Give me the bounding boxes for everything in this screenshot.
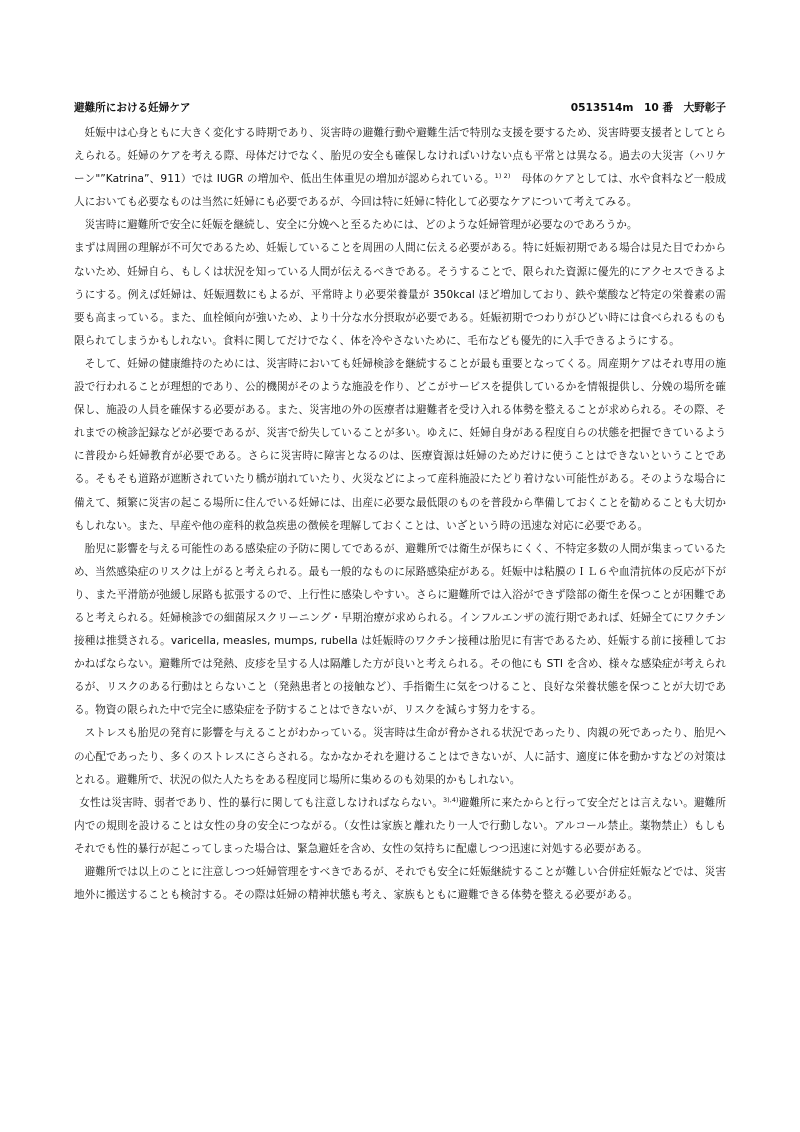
paragraph-intro-text-2: 母体のケアとしては、水や食料など一般成人においても必要なものは当然に妊婦にも必要であるが、今回は特に妊婦に特化して必要なケアについて考えてみる。 xyxy=(74,173,726,209)
paragraph-checkups: そして、妊婦の健康維持のためには、災害時においても妊婦検診を継続することが最も重要となってくる。周産期ケアはそれ専用の施設で行われることが理想的であり、公的機関がそのような施設を作り、どこがサービスを提供しているかを情報提供し、分娩の場所を確保し、施設の人員を確保する必要がある。また、災害地の外の医療者は避難者を受け入れる体勢を整えることが求められる。その際、それまでの検診記録などが必要であるが、災害で紛失していることが多い。ゆえに、妊婦自身がある程度自らの状態を把握できているように普段から妊婦教育が必要である。さらに災害時に障害となるのは、医療資源は妊婦のためだけに使うことはできないということである。そもそも道路が遮断されていたり橋が崩れていたり、火災などによって産科施設にたどり着けない可能性がある。そのような場合に備えて、頻繁に災害の起こる場所に住んでいる妊婦には、出産に必要な最低限のものを普段から準備しておくことを勧めることも大切かもしれない。また、早産や他の産科的救急疾患の徴候を理解しておくことは、いざという時の迅速な対応に必要である。 xyxy=(74,357,726,532)
paragraph-safety-text-1: 女性は災害時、弱者であり、性的暴行に関しても注意しなければならない。 xyxy=(79,796,443,809)
paragraph-awareness: まずは周囲の理解が不可欠であるため、妊娠していることを周囲の人間に伝える必要がある。特に妊娠初期である場合は見た目でわからないため、妊婦自ら、もしくは状況を知っている人間が伝えるべきである。そうすることで、限られた資源に優先的にアクセスできるようにする。例えば妊婦は、妊娠週数にもよるが、平常時より必要栄養量が 350kcal ほど増加しており、鉄や葉酸など特定の栄養素の需要も高まっている。また、血栓傾向が強いため、より十分な水分摂取が必要である。妊娠初期でつわりがひどい時には食べられるものも限られてしまうかもしれない。食料に関してだけでなく、体を冷やさないために、毛布なども優先的に入手できるようにする。 xyxy=(74,242,726,347)
paragraph-safety xyxy=(74,792,726,861)
paragraph-intro-text-1: 妊娠中は心身ともに大きく変化する時期であり、災害時の避難行動や避難生活で特別な支援を要するため、災害時要支援者としてとらえられる。妊婦のケアを考える際、母体だけでなく、胎児の安全も確保しなければいけない点も平常とは異なる。過去の大災害（ハリケーン"”Katrina”、911）では IUGR の増加や、低出生体重児の増加が認められている。 xyxy=(74,127,726,186)
document-title: 避難所における妊婦ケア xyxy=(74,102,191,114)
document-page xyxy=(74,100,726,907)
paragraph-safety-text-2: 避難所に来たからと行って安全だとは言えない。避難所内での規則を設けることは女性の身の安全につながる。（女性は家族と離れたり一人で行動しない。アルコール禁止。薬物禁止）もしもそれでも性的暴行が起こってしまった場合は、緊急避妊を含め、女性の気持ちに配慮しつつ迅速に対処する必要がある。 xyxy=(74,796,727,855)
paragraph-intro xyxy=(74,122,726,214)
citation-3-4: 3),4) xyxy=(442,795,459,804)
paragraph-question: 災害時に避難所で安全に妊娠を継続し、安全に分娩へと至るためには、どのような妊婦管理が必要なのであろうか。 xyxy=(84,219,638,232)
paragraph-infection: 胎児に影響を与える可能性のある感染症の予防に関してであるが、避難所では衛生が保ちにくく、不特定多数の人間が集まっているため、当然感染症のリスクは上がると考えられる。最も一般的なものに尿路感染症がある。妊娠中は粘膜のＩＬ６や血清抗体の反応が下がり、また平滑筋が弛緩し尿路も拡張するので、上行性に感染しやすい。さらに避難所では入浴ができず陰部の衛生を保つことが困難であると考えられる。妊婦検診での細菌尿スクリーニング・早期治療が求められる。インフルエンザの流行期であれば、妊婦全てにワクチン接種は推奨される。varicella, measles, mumps, rubella は妊娠時のワクチン接種は胎児に有害であるため、妊娠する前に接種しておかねばならない。避難所では発熱、皮疹を呈する人は隔離した方が良いと考えられる。その他にも STI を含め、様々な感染症が考えられるが、リスクのある行動はとらないこと（発熱患者との接触など）、手指衛生に気をつけること、良好な栄養状態を保つことが大切である。物資の限られた中で完全に感染症を予防することはできないが、リスクを減らす努力をする。 xyxy=(74,542,726,717)
paragraph-conclusion: 避難所では以上のことに注意しつつ妊婦管理をすべきであるが、それでも安全に妊娠継続することが難しい合併症妊娠などでは、災害地外に搬送することも検討する。その際は妊婦の精神状態も考え、家族もともに避難できる体勢を整える必要がある。 xyxy=(74,866,726,902)
author-info: 0513514m 10 番 大野彰子 xyxy=(570,102,726,114)
document-header xyxy=(74,100,726,116)
paragraph-stress: ストレスも胎児の発育に影響を与えることがわかっている。災害時は生命が脅かされる状況であったり、肉親の死であったり、胎児への心配であったり、多くのストレスにさらされる。なかなかそれを避けることはできないが、人に話す、適度に体を動かすなどの対策はとれる。避難所で、状況の似た人たちをある程度同じ場所に集めるのも効果的かもしれない。 xyxy=(74,727,726,786)
citation-1-2: 1) 2) xyxy=(494,172,511,181)
